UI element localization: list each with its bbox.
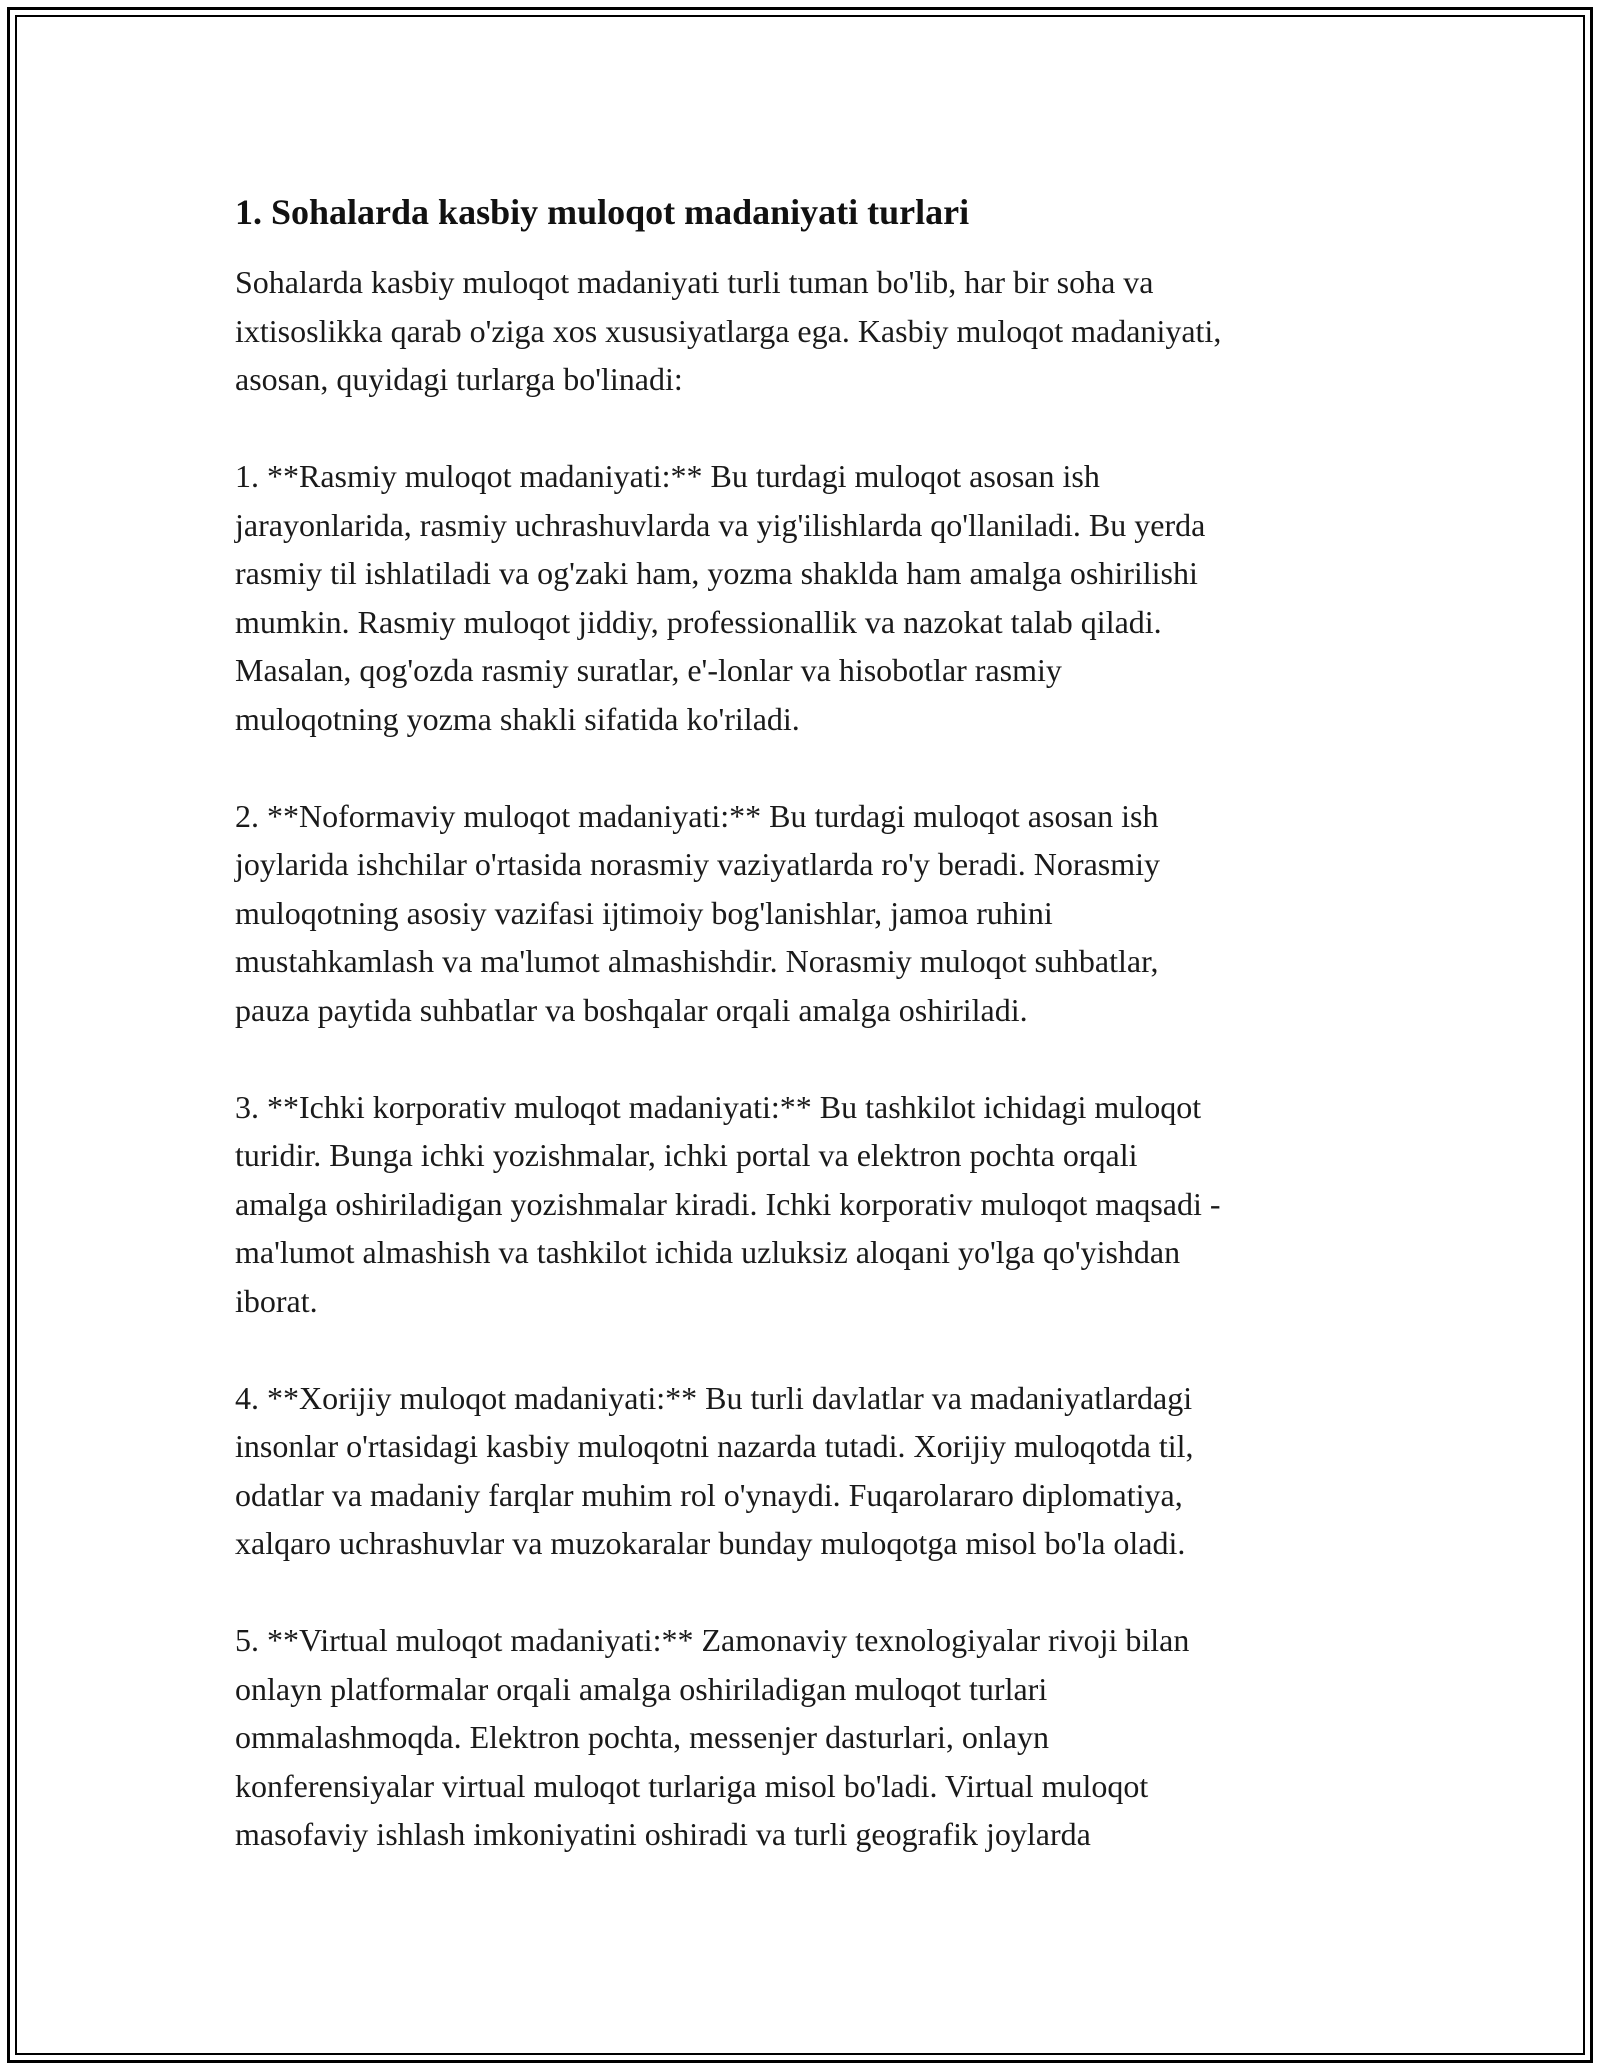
list-item-xorijiy: 4. **Xorijiy muloqot madaniyati:** Bu turli davlatlar va madaniyatlardagi insonlar o'rtasidagi kasbiy muloqotni nazarda tutadi. Xorijiy muloqotda til, odatlar va madaniy farqlar muhim rol o'ynaydi. Fuqarolararo diplomatiya, xalqaro uchrashuvlar va muzokaralar bunday muloqotga misol bo'la oladi. [235,1379,1194,1561]
section-heading: 1. Sohalarda kasbiy muloqot madaniyati turlari [235,192,970,232]
list-item-virtual: 5. **Virtual muloqot madaniyati:** Zamonaviy texnologiyalar rivoji bilan onlayn platformalar orqali amalga oshiriladigan muloqot turlari ommalashmoqda. Elektron pochta, messenjer dasturlari, onlayn konferensiyalar virtual muloqot turlariga misol bo'ladi. Virtual muloqot masofaviy ishlash imkoniyatini oshiradi va turli geografik joylarda [235,1622,1190,1852]
intro-paragraph: Sohalarda kasbiy muloqot madaniyati turli tuman bo'lib, har bir soha va ixtisoslikka qarab o'ziga xos xususiyatlarga ega. Kasbiy muloqot madaniyati, asosan, quyidagi turlarga bo'linadi: [235,264,1222,397]
list-item-ichki-korporativ: 3. **Ichki korporativ muloqot madaniyati:** Bu tashkilot ichidagi muloqot turidir. Bunga ichki yozishmalar, ichki portal va elektron pochta orqali amalga oshiriladigan yozishmalar kiradi. Ichki korporativ muloqot maqsadi - ma'lumot almashish va tashkilot ichida uzluksiz aloqani yo'lga qo'yishdan iborat. [235,1088,1221,1319]
list-item-rasmiy: 1. **Rasmiy muloqot madaniyati:** Bu turdagi muloqot asosan ish jarayonlarida, rasmiy uchrashuvlarda va yig'ilishlarda qo'llaniladi. Bu yerda rasmiy til ishlatiladi va og'zaki ham, yozma shakldа ham amalga oshirilishi mumkin. Rasmiy muloqot jiddiy, professionallik va nazokat talab qiladi. Masalan, qog'ozda rasmiy suratlar, e'-lonlar va hisobotlar rasmiy muloqotning yozma shakli sifatida ko'riladi. [235,458,1206,737]
list-item-noformaviy: 2. **Noformaviy muloqot madaniyati:** Bu turdagi muloqot asosan ish joylarida ishchilar o'rtasida norasmiy vaziyatlarda ro'y beradi. Norasmiy muloqotning asosiy vazifasi ijtimoiy bog'lanishlar, jamoa ruhini mustahkamlash va ma'lumot almashishdir. Norasmiy muloqot suhbatlar, pauza paytida suhbatlar va boshqalar orqali amalga oshiriladi. [235,797,1160,1028]
document-body [235,188,1375,1907]
